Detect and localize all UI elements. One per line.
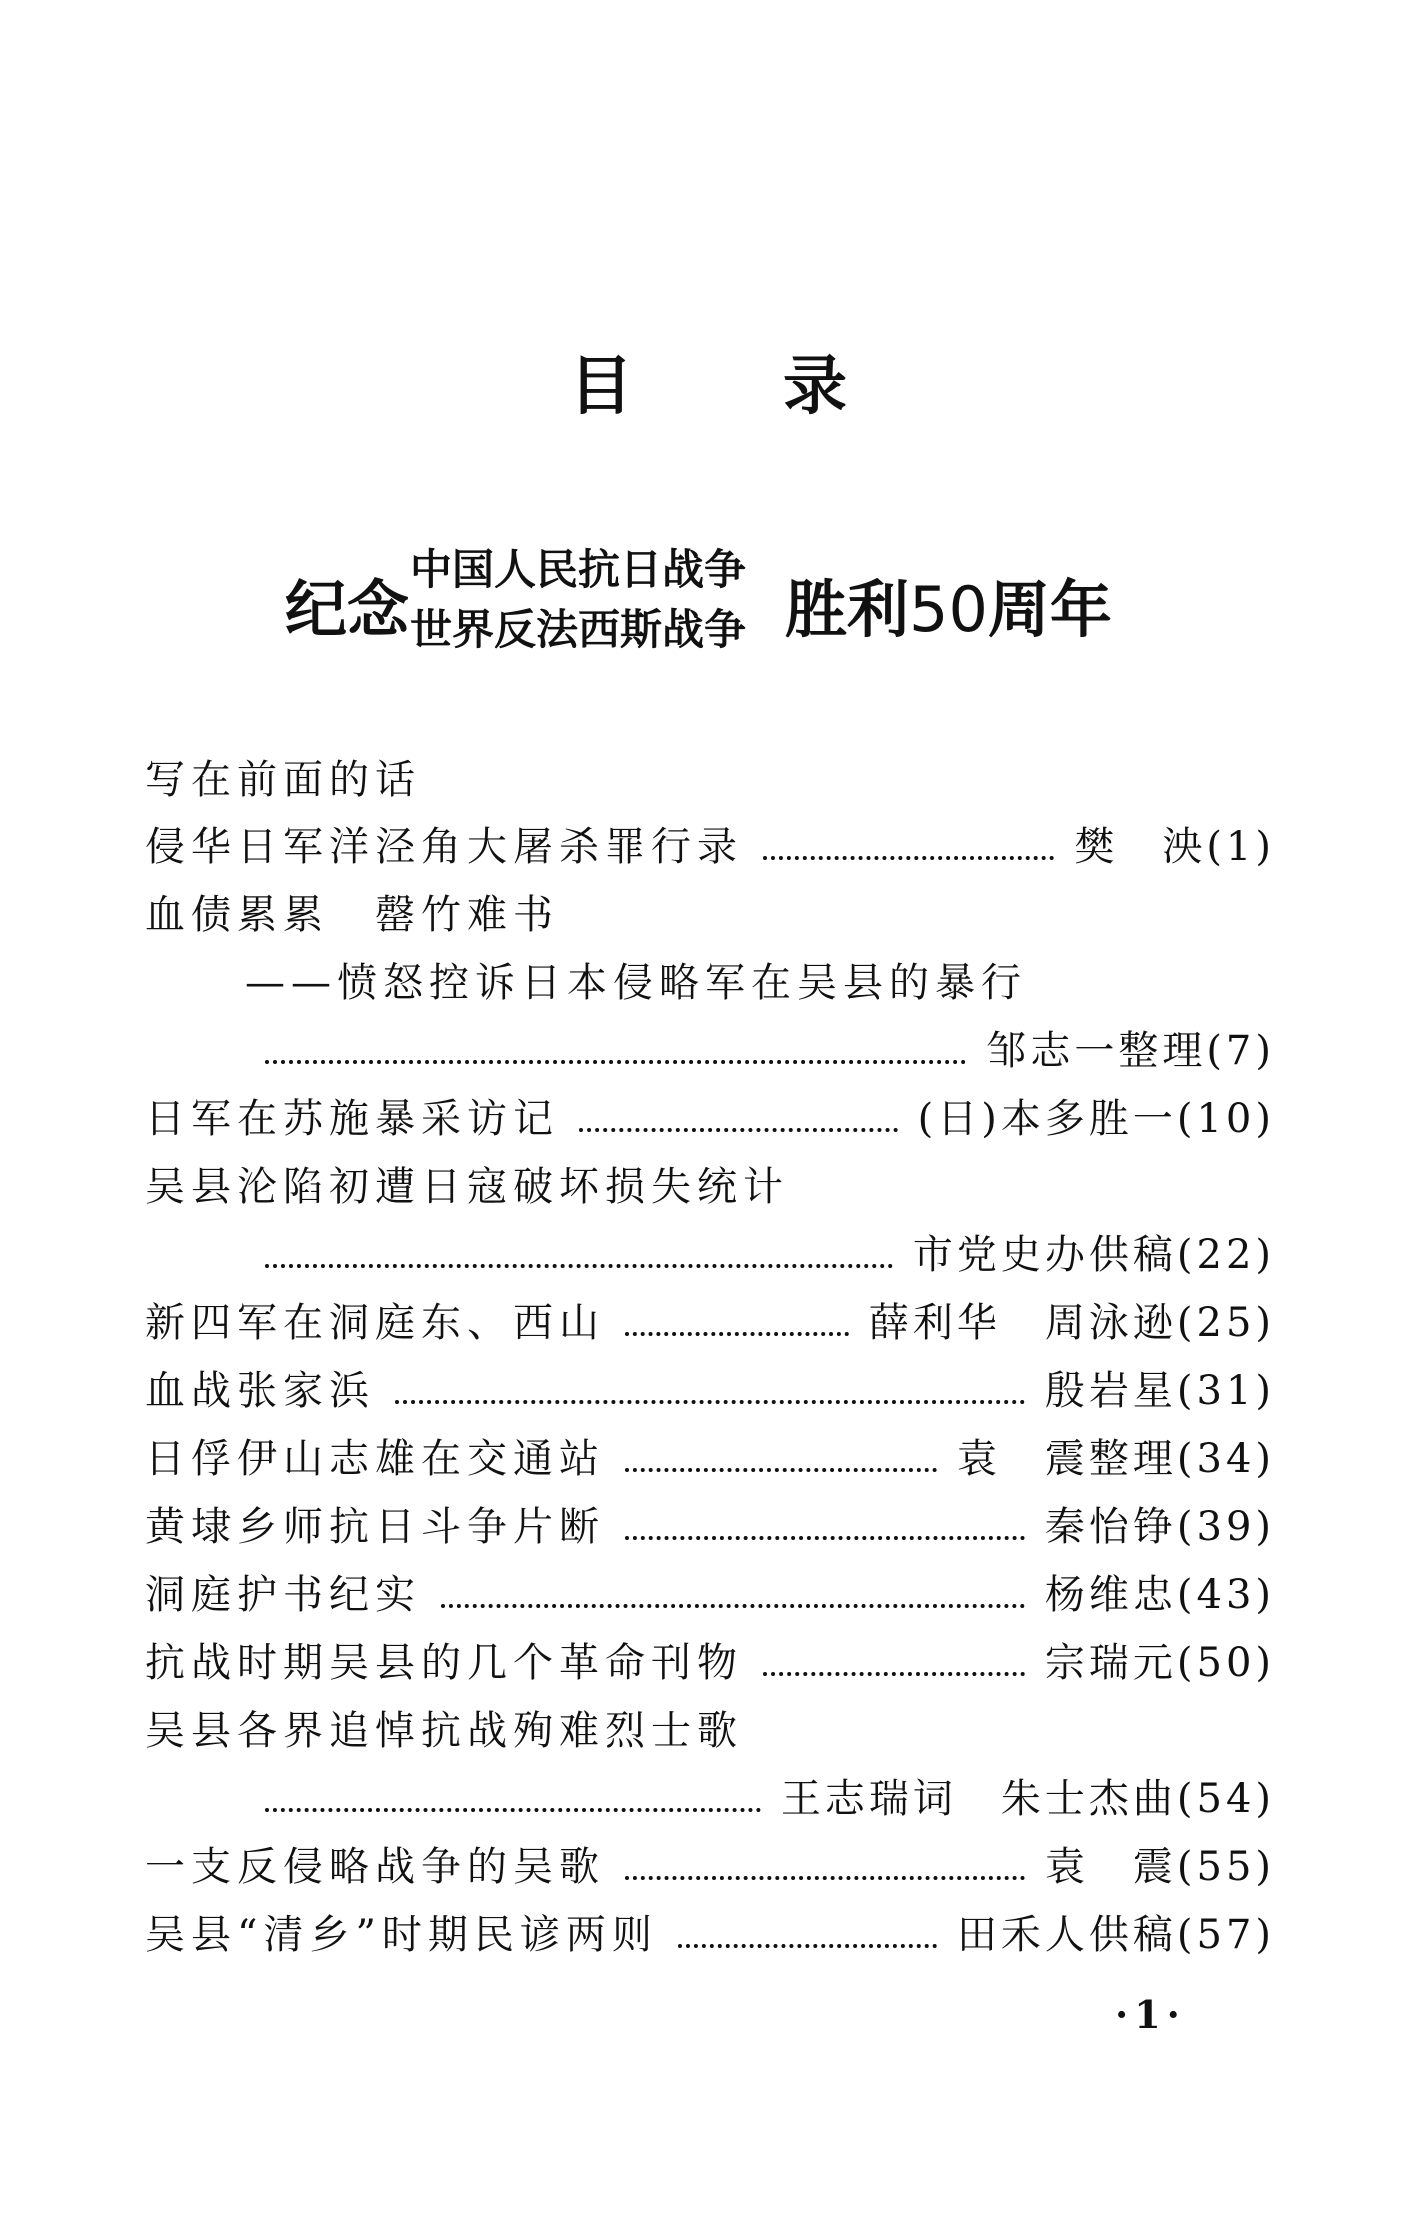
toc-entry[interactable] [145,1366,1275,1416]
heading-number: 50 [909,573,988,646]
entry-author-page: 薛利华 周泳逊(25) [868,1300,1275,1346]
toc-entry-title[interactable]: 吴县各界追悼抗战殉难烈士歌 [145,1708,743,1754]
entry-author-page: 秦怡铮(39) [1044,1504,1275,1550]
leader-dots [763,856,1054,860]
page-title [0,335,1416,427]
leader-dots [625,1536,1025,1540]
heading-stack [410,540,746,660]
entry-author-page: 田禾人供稿(57) [956,1912,1275,1958]
leader-dots [265,1808,761,1812]
toc-entry[interactable] [145,1094,1275,1144]
toc-entry-continuation[interactable] [265,1774,1275,1824]
toc-entry[interactable] [145,822,1275,872]
entry-title: 洞庭护书纪实 [145,1572,421,1618]
toc-preface[interactable]: 写在前面的话 [145,757,421,803]
entry-title: 日俘伊山志雄在交通站 [145,1436,605,1482]
toc-entry[interactable] [145,1502,1275,1552]
toc-entry[interactable] [145,1434,1275,1484]
toc-entry[interactable] [145,1638,1275,1688]
entry-author-page: 殷岩星(31) [1044,1368,1275,1414]
toc-entry[interactable] [145,1570,1275,1620]
heading-suffix [785,560,1112,649]
title-char-2: 录 [783,350,847,424]
entry-title: 日军在苏施暴采访记 [145,1096,559,1142]
leader-dots [625,1876,1025,1880]
heading-suffix-b: 周年 [987,573,1112,646]
leader-dots [763,1672,1025,1676]
entry-author-page: 宗瑞元(50) [1044,1640,1275,1686]
toc-entry[interactable] [145,1910,1275,1960]
entry-title: 吴县“清乡”时期民谚两则 [145,1912,658,1958]
toc-entry[interactable] [145,1842,1275,1892]
entry-title: 一支反侵略战争的吴歌 [145,1844,605,1890]
toc-entry-subtitle: ——愤怒控诉日本侵略军在吴县的暴行 [245,960,1027,1006]
leader-dots [625,1468,937,1472]
leader-dots [579,1128,898,1132]
toc-entry-continuation[interactable] [265,1026,1275,1076]
entry-title: 血战张家浜 [145,1368,375,1414]
toc-entry-continuation[interactable] [265,1230,1275,1280]
entry-author-page: 袁 震整理(34) [956,1436,1275,1482]
entry-author-page: 袁 震(55) [1044,1844,1275,1890]
entry-title: 新四军在洞庭东、西山 [145,1300,605,1346]
heading-prefix: 纪念 [285,573,410,646]
leader-dots [265,1060,966,1064]
leader-dots [395,1400,1025,1404]
page-number: ·1· [1115,1992,1186,2037]
toc-entry-title[interactable]: 血债累累 罄竹难书 [145,892,559,938]
title-char-1: 目 [569,350,633,424]
leader-dots [678,1944,937,1948]
entry-author-page: 杨维忠(43) [1044,1572,1275,1618]
leader-dots [441,1604,1025,1608]
entry-author-page: 邹志一整理(7) [986,1028,1275,1074]
heading-line-2: 世界反法西斯战争 [410,605,747,654]
toc-entry[interactable] [145,1298,1275,1348]
toc-entry-title[interactable]: 吴县沦陷初遭日寇破坏损失统计 [145,1164,789,1210]
heading-suffix-a: 胜利 [785,573,910,646]
entry-author-page: (日)本多胜一(10) [917,1096,1275,1142]
entry-author-page: 市党史办供稿(22) [912,1232,1275,1278]
entry-title: 侵华日军洋泾角大屠杀罪行录 [145,824,743,870]
entry-title: 抗战时期吴县的几个革命刊物 [145,1640,743,1686]
leader-dots [625,1332,849,1336]
entry-author-page: 王志瑞词 朱士杰曲(54) [780,1776,1275,1822]
leader-dots [265,1264,893,1268]
entry-author-page: 樊 泱(1) [1074,824,1275,870]
heading-line-1: 中国人民抗日战争 [410,545,747,594]
entry-title: 黄埭乡师抗日斗争片断 [145,1504,605,1550]
